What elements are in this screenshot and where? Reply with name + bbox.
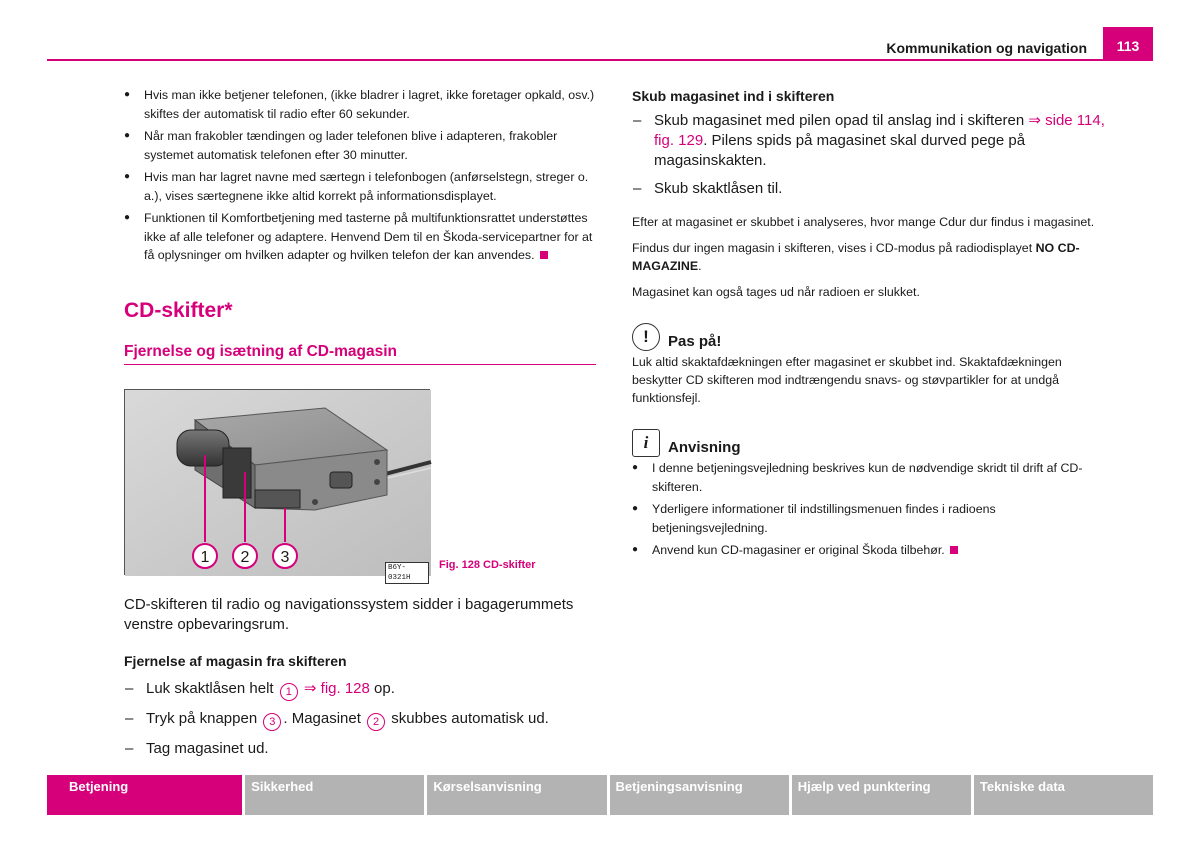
bullet-item [124,209,596,265]
info-title: Anvisning [668,439,741,456]
figure-code: B6Y-0321H [385,562,429,584]
remove-step-1: – Luk skaktlåsen helt 1 ⇒ fig. 128 op. [124,679,596,701]
remove-heading: Fjernelse af magasin fra skifteren [124,652,347,669]
chapter-tabs [47,775,1153,815]
running-header-title: Kommunikation og navigation [886,40,1087,56]
page-link[interactable]: ⇒ side 114, fig. 129 [654,112,1105,149]
info-bullet: ● Yderligere informationer til indstillingsmenuen findes i radioens betjeningsvejledning. [632,500,1106,537]
tab-betjeningsanvisning[interactable]: Betjeningsanvisning [610,775,789,815]
cd-changer-illustration [124,389,430,582]
section-title: CD-skifter* [124,298,233,322]
callout-ref-2: 2 [367,713,385,731]
remove-step-3: – Tag magasinet ud. [124,739,596,759]
caution-header [632,323,1106,351]
info-header [632,429,1106,457]
figure-link[interactable]: ⇒ fig. 128 [303,679,370,697]
bullet-text: Funktionen til Komfortbetjening med tasterne på multifunktionsrattet understøttes ikke af alle telefoner og adaptere. Henvend Dem til en Škoda-servicepartner for at få oplysninger om hvilken adapter og hvilken telefon der kan anvendes. [144,211,593,262]
tab-tekniske-data[interactable]: Tekniske data [974,775,1153,815]
tab-korselsanvisning[interactable]: Kørselsanvisning [427,775,606,815]
bullet-item: ● Hvis man har lagret navne med særtegn i telefonbogen (anførselstegn, streger o. a.), vises særtegnene ikke altid korrekt på informationsdisplayet. [124,168,596,205]
bullet-item: ● Hvis man ikke betjener telefonen, (ikke bladrer i lagret, ikke foretager opkald, osv.) skiftes der automatisk til radio efter 60 sekunder. [124,86,596,123]
remove-step-2: – Tryk på knappen 3 . Magasinet 2 skubbes automatisk ud. [124,709,596,731]
info-bullet: ● Anvend kun CD-magasiner er original Škoda tilbehør. [632,541,1106,560]
display-message: NO CD-MAGAZINE [632,241,1080,273]
insert-heading: Skub magasinet ind i skifteren [632,88,835,104]
end-marker-icon [950,546,958,554]
info-paragraph-1: Efter at magasinet er skubbet i analyseres, hvor mange Cdur dur findus i magasinet. [632,215,1095,229]
tab-betjening[interactable]: Betjening [47,775,242,815]
callout-label-1: 1 [200,548,210,566]
info-bullet: ● I denne betjeningsvejledning beskrives kun de nødvendige skridt til drift af CD-skifteren. [632,459,1106,496]
end-marker-icon [540,251,548,259]
info-paragraph-3: Magasinet kan også tages ud når radioen er slukket. [632,285,920,299]
info-paragraph-2: Findus dur ingen magasin i skifteren, vises i CD-modus på radiodisplayet NO CD-MAGAZINE. [632,241,1080,273]
right-column [632,86,1106,564]
callout-ref-3: 3 [263,713,281,731]
tab-sikkerhed[interactable]: Sikkerhed [245,775,424,815]
caution-icon: ! [632,323,660,351]
callout-ref-1: 1 [280,683,298,701]
figure-caption: Fig. 128 CD-skifter [439,558,536,571]
callout-label-3: 3 [280,548,290,566]
cd-changer-drawing [125,390,431,576]
tab-hjaelp-ved-punktering[interactable]: Hjælp ved punktering [792,775,971,815]
bullet-item: ● Når man frakobler tændingen og lader telefonen blive i adapteren, frakobler systemet automatisk telefonen efter 30 minutter. [124,127,596,164]
intro-paragraph: CD-skifteren til radio og navigationssystem sidder i bagagerummets venstre opbevaringsrum. [124,595,574,633]
page-number: 113 [1103,27,1153,60]
figure-128 [124,389,596,582]
insert-step-1: – Skub magasinet med pilen opad til anslag ind i skifteren ⇒ side 114, fig. 129. Pilens spids på magasinet skal durved pege på magasinskakten. [632,111,1106,171]
insert-step-2: – Skub skaktlåsen til. [632,179,1106,199]
left-column [124,86,596,759]
subsection-title: Fjernelse og isætning af CD-magasin [124,343,596,365]
caution-text: Luk altid skaktafdækningen efter magasinet er skubbet ind. Skaktafdækningen beskytter CD skifteren mod indtrængendu snavs- og støvpartikler for at undgå funktionsfejl. [632,355,1062,405]
info-icon: i [632,429,660,457]
callout-label-2: 2 [240,548,250,566]
caution-title: Pas på! [668,333,722,350]
header-rule [47,59,1153,61]
